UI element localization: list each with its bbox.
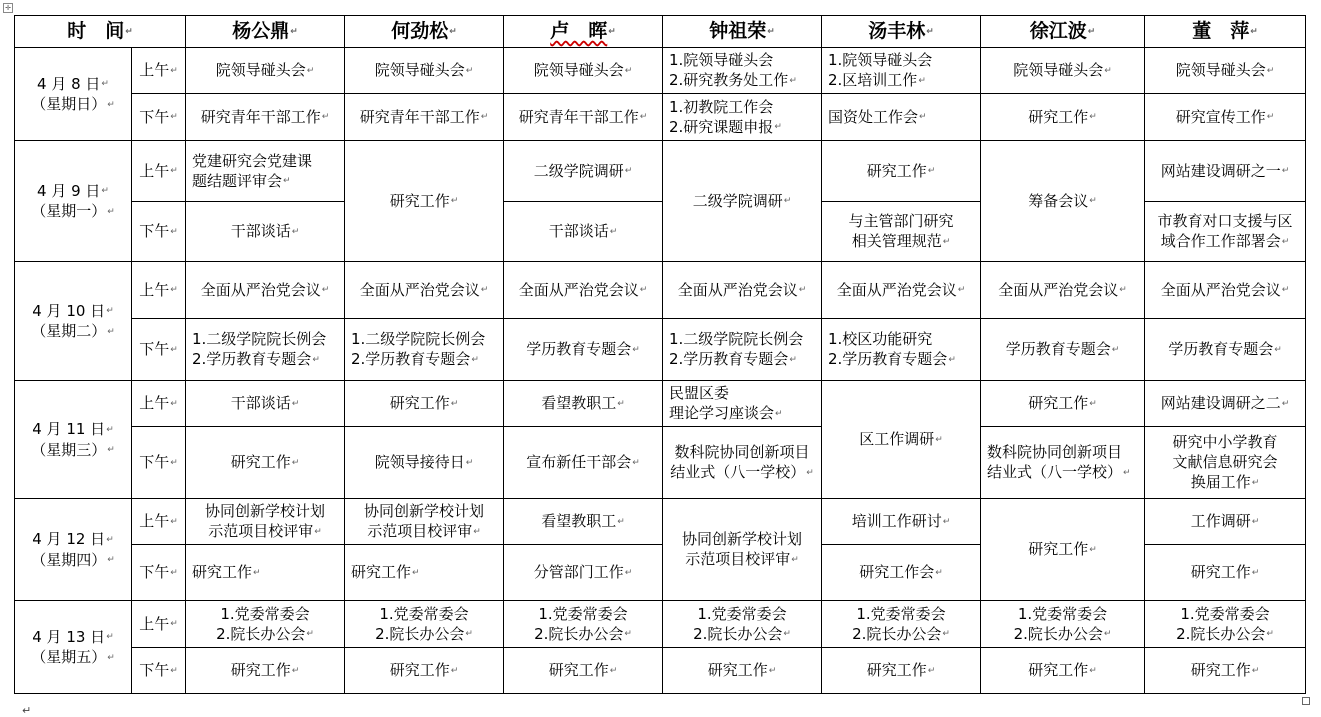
schedule-cell[interactable] (822, 545, 981, 601)
schedule-cell[interactable] (663, 94, 822, 141)
cell-text-line: 数科院协同创新项目 (674, 443, 810, 462)
weekday-label: （星期五） ↵ (15, 647, 131, 668)
cell-text-line: 1.院领导碰头会 (669, 51, 774, 70)
person-header: 杨公鼎 ↵ (186, 16, 345, 48)
schedule-cell[interactable] (822, 648, 981, 694)
cell-text-line: 网站建设调研之一 ↵ (1145, 161, 1305, 182)
cell-text-line: 分管部门工作 ↵ (504, 562, 662, 583)
schedule-cell[interactable] (981, 141, 1145, 262)
cell-text-line: 2.区培训工作 ↵ (822, 70, 980, 91)
period-label: 下午 ↵ (132, 202, 186, 262)
schedule-cell[interactable] (981, 381, 1145, 427)
schedule-table (14, 15, 1306, 694)
day-cell (15, 262, 132, 381)
cell-text-line: 研究工作 ↵ (186, 660, 344, 681)
cell-text-line: 看望教职工 ↵ (504, 511, 662, 532)
schedule-cell[interactable] (1145, 601, 1306, 648)
schedule-cell[interactable] (186, 202, 345, 262)
schedule-cell[interactable] (504, 601, 663, 648)
cell-text-line: 民盟区委 (669, 384, 730, 403)
schedule-cell[interactable] (186, 499, 345, 545)
cell-text-line: 工作调研 ↵ (1145, 511, 1305, 532)
cell-text-line: 学历教育专题会 ↵ (981, 339, 1144, 360)
schedule-cell[interactable] (1145, 94, 1306, 141)
schedule-cell[interactable] (186, 262, 345, 319)
schedule-cell[interactable] (822, 202, 981, 262)
schedule-cell[interactable] (1145, 48, 1306, 94)
cell-text-line: 研究工作 ↵ (345, 562, 503, 583)
schedule-cell[interactable] (1145, 319, 1306, 381)
schedule-cell[interactable] (1145, 262, 1306, 319)
table-resize-handle-icon[interactable] (1302, 697, 1310, 705)
period-label: 上午 ↵ (132, 601, 186, 648)
cell-text-line: 题结题评审会 ↵ (186, 171, 344, 192)
cell-text-line: 全面从严治党会议 ↵ (1145, 280, 1305, 301)
cell-text-line: 2.学历教育专题会 ↵ (345, 349, 503, 370)
schedule-row (15, 48, 1306, 94)
cell-text-line: 相关管理规范 ↵ (822, 231, 980, 252)
schedule-cell[interactable] (663, 648, 822, 694)
schedule-cell[interactable] (981, 48, 1145, 94)
schedule-cell[interactable] (345, 545, 504, 601)
schedule-cell[interactable] (345, 94, 504, 141)
schedule-cell[interactable] (186, 427, 345, 499)
cell-text-line: 全面从严治党会议 ↵ (981, 280, 1144, 301)
schedule-cell[interactable] (504, 427, 663, 499)
cell-text-line: 研究工作 ↵ (663, 660, 821, 681)
cell-text-line: 数科院协同创新项目 (987, 443, 1123, 462)
schedule-cell[interactable] (504, 94, 663, 141)
schedule-cell[interactable] (981, 262, 1145, 319)
schedule-cell[interactable] (663, 319, 822, 381)
schedule-cell[interactable] (822, 319, 981, 381)
schedule-cell[interactable] (822, 601, 981, 648)
cell-text-line: 1.党委常委会 (1180, 604, 1270, 623)
schedule-cell[interactable] (345, 601, 504, 648)
cell-text-line: 市教育对口支援与区 (1157, 212, 1293, 231)
cell-text-line: 1.院领导碰头会 (828, 51, 933, 70)
cell-text-line: 干部谈话 ↵ (186, 221, 344, 242)
schedule-cell[interactable] (345, 141, 504, 262)
cell-text-line: 与主管部门研究 (848, 212, 954, 231)
cell-text-line: 协同创新学校计划 (363, 502, 484, 521)
person-header: 汤丰林 ↵ (822, 16, 981, 48)
day-cell (15, 141, 132, 262)
schedule-row (15, 499, 1306, 545)
cell-text-line: 1.党委常委会 (697, 604, 787, 623)
schedule-row (15, 381, 1306, 427)
cell-text-line: 研究工作 ↵ (345, 393, 503, 414)
schedule-row (15, 262, 1306, 319)
schedule-cell[interactable] (186, 94, 345, 141)
cell-text-line: 2.研究教务处工作 ↵ (663, 70, 821, 91)
cell-text-line: 研究工作 ↵ (345, 191, 503, 212)
cell-text-line: 结业式（八一学校） ↵ (981, 462, 1144, 483)
weekday-label: （星期四） ↵ (15, 550, 131, 571)
schedule-row (15, 319, 1306, 381)
schedule-cell[interactable] (663, 381, 822, 427)
schedule-row (15, 601, 1306, 648)
cell-text-line: 院领导碰头会 ↵ (186, 60, 344, 81)
date-label: 4 月 11 日 ↵ (15, 419, 131, 440)
cell-text-line: 域合作工作部署会 ↵ (1145, 231, 1305, 252)
schedule-cell[interactable] (822, 499, 981, 545)
person-header: 徐江波 ↵ (981, 16, 1145, 48)
schedule-cell[interactable] (186, 381, 345, 427)
schedule-cell[interactable] (345, 319, 504, 381)
cell-text-line: 2.院长办公会 ↵ (1145, 624, 1305, 645)
cell-text-line: 看望教职工 ↵ (504, 393, 662, 414)
person-header: 何劲松 ↵ (345, 16, 504, 48)
schedule-cell[interactable] (981, 94, 1145, 141)
cell-text-line: 示范项目校评审 ↵ (345, 521, 503, 542)
period-label: 上午 ↵ (132, 499, 186, 545)
cell-text-line: 全面从严治党会议 ↵ (822, 280, 980, 301)
cell-text-line: 干部谈话 ↵ (504, 221, 662, 242)
schedule-cell[interactable] (504, 48, 663, 94)
schedule-cell[interactable] (981, 648, 1145, 694)
date-label: 4 月 10 日 ↵ (15, 301, 131, 322)
cell-text-line: 院领导碰头会 ↵ (1145, 60, 1305, 81)
schedule-cell[interactable] (822, 262, 981, 319)
period-label: 下午 ↵ (132, 648, 186, 694)
day-cell (15, 381, 132, 499)
cell-text-line: 1.党委常委会 (538, 604, 628, 623)
schedule-cell[interactable] (345, 381, 504, 427)
cell-text-line: 1.二级学院院长例会 (192, 330, 327, 349)
header-row (15, 16, 1306, 48)
cell-text-line: 干部谈话 ↵ (186, 393, 344, 414)
cell-text-line: 院领导碰头会 ↵ (504, 60, 662, 81)
schedule-cell[interactable] (1145, 202, 1306, 262)
paragraph-mark-icon: ↵ (22, 704, 32, 717)
cell-text-line: 理论学习座谈会 ↵ (663, 403, 821, 424)
schedule-cell[interactable] (981, 427, 1145, 499)
schedule-cell[interactable] (504, 381, 663, 427)
cell-text-line: 示范项目校评审 ↵ (186, 521, 344, 542)
cell-text-line: 全面从严治党会议 ↵ (663, 280, 821, 301)
schedule-row (15, 94, 1306, 141)
schedule-row (15, 141, 1306, 202)
person-header: 钟祖荣 ↵ (663, 16, 822, 48)
cell-text-line: 研究青年干部工作 ↵ (345, 107, 503, 128)
period-label: 上午 ↵ (132, 48, 186, 94)
schedule-cell[interactable] (345, 499, 504, 545)
schedule-cell[interactable] (1145, 499, 1306, 545)
period-label: 下午 ↵ (132, 545, 186, 601)
person-header: 董 萍 ↵ (1145, 16, 1306, 48)
cell-text-line: 研究工作 ↵ (822, 161, 980, 182)
weekday-label: （星期日） ↵ (15, 94, 131, 115)
schedule-cell[interactable] (663, 601, 822, 648)
schedule-cell[interactable] (1145, 427, 1306, 499)
cell-text-line: 2.院长办公会 ↵ (186, 624, 344, 645)
schedule-cell[interactable] (345, 48, 504, 94)
cell-text-line: 研究工作 ↵ (981, 660, 1144, 681)
schedule-cell[interactable] (981, 319, 1145, 381)
schedule-cell[interactable] (981, 499, 1145, 601)
schedule-cell[interactable] (504, 319, 663, 381)
cell-text-line: 全面从严治党会议 ↵ (504, 280, 662, 301)
day-cell (15, 601, 132, 694)
schedule-cell[interactable] (822, 141, 981, 202)
cell-text-line: 筹备会议 ↵ (981, 191, 1144, 212)
cell-text-line: 2.院长办公会 ↵ (822, 624, 980, 645)
cell-text-line: 1.党委常委会 (1017, 604, 1108, 623)
cell-text-line: 结业式（八一学校） ↵ (663, 462, 821, 483)
schedule-row (15, 427, 1306, 499)
cell-text-line: 2.研究课题申报 ↵ (663, 117, 821, 138)
schedule-cell[interactable] (504, 141, 663, 202)
schedule-row (15, 648, 1306, 694)
time-header: 时 间 ↵ (15, 16, 186, 48)
cell-text-line: 研究工作 ↵ (981, 107, 1144, 128)
cell-text-line: 学历教育专题会 ↵ (1145, 339, 1305, 360)
schedule-cell[interactable] (663, 262, 822, 319)
schedule-cell[interactable] (822, 48, 981, 94)
cell-text-line: 研究青年干部工作 ↵ (186, 107, 344, 128)
cell-text-line: 研究工作会 ↵ (822, 562, 980, 583)
schedule-cell[interactable] (822, 94, 981, 141)
schedule-cell[interactable] (345, 262, 504, 319)
schedule-cell[interactable] (1145, 545, 1306, 601)
cell-text-line: 宣布新任干部会 ↵ (504, 452, 662, 473)
cell-text-line: 研究工作 ↵ (981, 393, 1144, 414)
cell-text-line: 网站建设调研之二 ↵ (1145, 393, 1305, 414)
cell-text-line: 院领导碰头会 ↵ (345, 60, 503, 81)
cell-text-line: 研究工作 ↵ (1145, 660, 1305, 681)
cell-text-line: 1.校区功能研究 (828, 330, 933, 349)
date-label: 4 月 8 日 ↵ (15, 74, 131, 95)
cell-text-line: 2.院长办公会 ↵ (504, 624, 662, 645)
schedule-cell[interactable] (186, 319, 345, 381)
weekday-label: （星期二） ↵ (15, 321, 131, 342)
weekday-label: （星期一） ↵ (15, 201, 131, 222)
schedule-cell[interactable] (186, 648, 345, 694)
day-cell (15, 499, 132, 601)
cell-text-line: 学历教育专题会 ↵ (504, 339, 662, 360)
date-label: 4 月 13 日 ↵ (15, 627, 131, 648)
cell-text-line: 研究工作 ↵ (186, 562, 344, 583)
schedule-cell[interactable] (822, 381, 981, 499)
cell-text-line: 研究工作 ↵ (345, 660, 503, 681)
schedule-cell[interactable] (345, 648, 504, 694)
cell-text-line: 研究工作 ↵ (981, 539, 1144, 560)
cell-text-line: 示范项目校评审 ↵ (663, 549, 821, 570)
schedule-cell[interactable] (1145, 648, 1306, 694)
cell-text-line: 1.二级学院院长例会 (351, 330, 486, 349)
period-label: 上午 ↵ (132, 141, 186, 202)
date-label: 4 月 9 日 ↵ (15, 181, 131, 202)
cell-text-line: 2.学历教育专题会 ↵ (822, 349, 980, 370)
schedule-cell[interactable] (1145, 381, 1306, 427)
cell-text-line: 1.党委常委会 (220, 604, 310, 623)
cell-text-line: 研究工作 ↵ (186, 452, 344, 473)
schedule-cell[interactable] (663, 427, 822, 499)
cell-text-line: 2.院长办公会 ↵ (981, 624, 1144, 645)
cell-text-line: 1.初教院工作会 (669, 97, 774, 116)
cell-text-line: 换届工作 ↵ (1145, 472, 1305, 493)
cell-text-line: 2.院长办公会 ↵ (345, 624, 503, 645)
cell-text-line: 1.党委常委会 (856, 604, 946, 623)
period-label: 下午 ↵ (132, 427, 186, 499)
cell-text-line: 协同创新学校计划 (204, 502, 325, 521)
cell-text-line: 全面从严治党会议 ↵ (345, 280, 503, 301)
cell-text-line: 研究青年干部工作 ↵ (504, 107, 662, 128)
schedule-cell[interactable] (504, 202, 663, 262)
table-move-handle-icon[interactable]: ✛ (3, 3, 13, 13)
schedule-cell[interactable] (504, 262, 663, 319)
period-label: 下午 ↵ (132, 94, 186, 141)
schedule-cell[interactable] (504, 648, 663, 694)
cell-text-line: 协同创新学校计划 (681, 530, 802, 549)
date-label: 4 月 12 日 ↵ (15, 529, 131, 550)
cell-text-line: 二级学院调研 ↵ (504, 161, 662, 182)
cell-text-line: 2.学历教育专题会 ↵ (663, 349, 821, 370)
cell-text-line: 文献信息研究会 (1172, 453, 1278, 472)
cell-text-line: 2.学历教育专题会 ↵ (186, 349, 344, 370)
schedule-cell[interactable] (186, 48, 345, 94)
schedule-cell[interactable] (186, 601, 345, 648)
weekday-label: （星期三） ↵ (15, 440, 131, 461)
cell-text-line: 1.党委常委会 (379, 604, 469, 623)
cell-text-line: 院领导碰头会 ↵ (981, 60, 1144, 81)
cell-text-line: 研究工作 ↵ (1145, 562, 1305, 583)
cell-text-line: 研究工作 ↵ (822, 660, 980, 681)
period-label: 下午 ↵ (132, 319, 186, 381)
schedule-cell[interactable] (504, 499, 663, 545)
schedule-cell[interactable] (663, 499, 822, 601)
schedule-cell[interactable] (981, 601, 1145, 648)
schedule-cell[interactable] (186, 141, 345, 202)
schedule-cell[interactable] (345, 427, 504, 499)
schedule-cell[interactable] (663, 141, 822, 262)
schedule-cell[interactable] (663, 48, 822, 94)
cell-text-line: 1.二级学院院长例会 (669, 330, 804, 349)
cell-text-line: 全面从严治党会议 ↵ (186, 280, 344, 301)
cell-text-line: 研究工作 ↵ (504, 660, 662, 681)
schedule-cell[interactable] (504, 545, 663, 601)
cell-text-line: 院领导接待日 ↵ (345, 452, 503, 473)
cell-text-line: 研究中小学教育 (1172, 433, 1278, 452)
cell-text-line: 二级学院调研 ↵ (663, 191, 821, 212)
schedule-cell[interactable] (1145, 141, 1306, 202)
cell-text-line: 培训工作研讨 ↵ (822, 511, 980, 532)
day-cell (15, 48, 132, 141)
period-label: 上午 ↵ (132, 262, 186, 319)
cell-text-line: 研究宣传工作 ↵ (1145, 107, 1305, 128)
schedule-cell[interactable] (186, 545, 345, 601)
cell-text-line: 区工作调研 ↵ (822, 429, 980, 450)
cell-text-line: 党建研究会党建课 (192, 151, 313, 170)
period-label: 上午 ↵ (132, 381, 186, 427)
cell-text-line: 国资处工作会 ↵ (822, 107, 980, 128)
person-header: 卢 晖 ↵ (504, 16, 663, 48)
cell-text-line: 2.院长办公会 ↵ (663, 624, 821, 645)
